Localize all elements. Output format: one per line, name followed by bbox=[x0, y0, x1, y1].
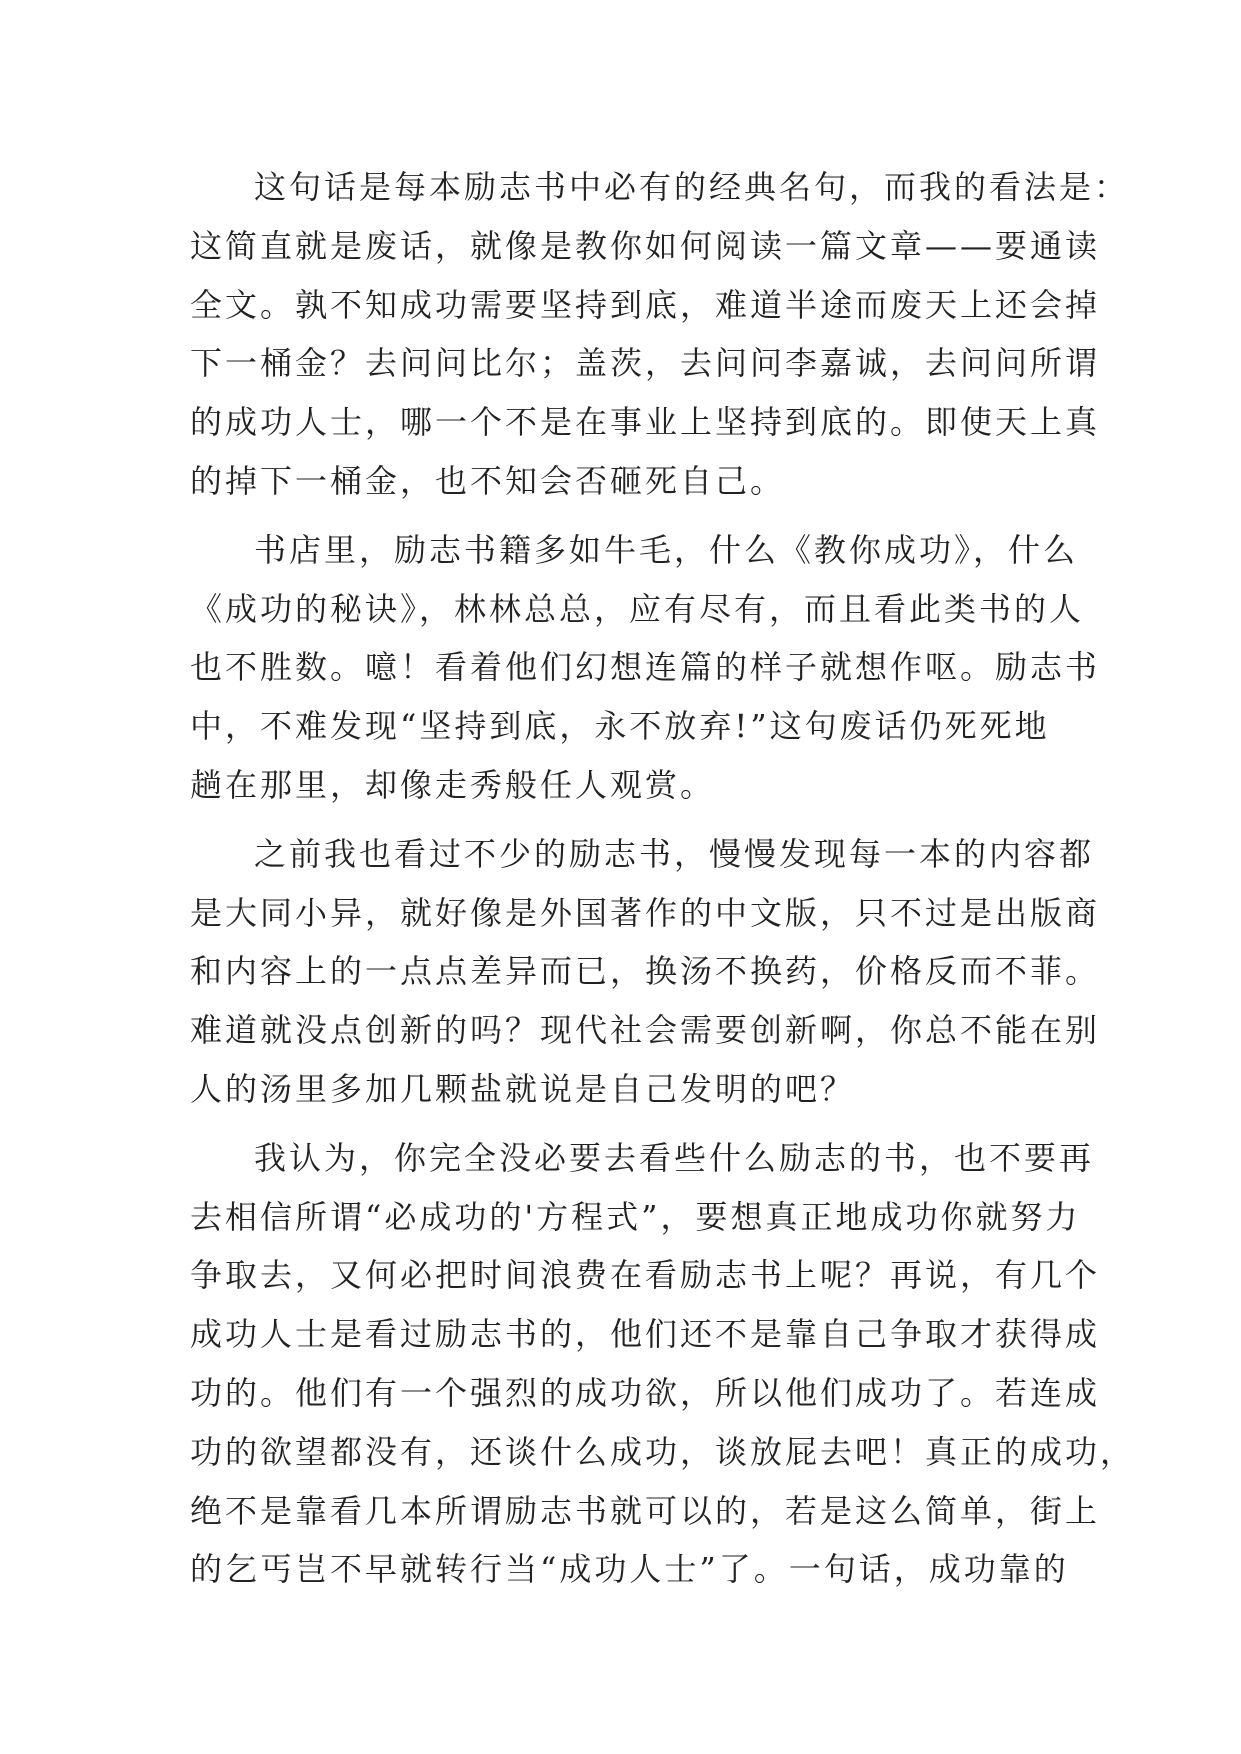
text-line: 绝不是靠看几本所谓励志书就可以的，若是这么简单，街上 bbox=[190, 1491, 1101, 1530]
text-line: 人的汤里多加几颗盐就说是自己发明的吧？ bbox=[190, 1069, 856, 1108]
text-line: 趟在那里，却像走秀般任人观赏。 bbox=[190, 765, 716, 804]
text-line: 下一桶金？去问问比尔；盖茨，去问问李嘉诚，去问问所谓 bbox=[190, 344, 1101, 383]
text-line: 这句话是每本励志书中必有的经典名句，而我的看法是： bbox=[254, 168, 1130, 206]
text-line: 之前我也看过不少的励志书，慢慢发现每一本的内容都 bbox=[254, 834, 1095, 873]
text-line: 全文。孰不知成功需要坚持到底，难道半途而废天上还会掉 bbox=[190, 285, 1101, 324]
paragraph-4 bbox=[190, 1129, 1136, 1599]
text-line: 的乞丐岂不早就转行当“成功人士”了。一句话，成功靠的 bbox=[190, 1550, 1069, 1589]
text-line: 也不胜数。噫！看着他们幻想连篇的样子就想作呕。励志书 bbox=[190, 648, 1101, 687]
paragraph-2 bbox=[190, 521, 1101, 815]
paragraph-1 bbox=[190, 158, 1130, 511]
paragraph-3 bbox=[190, 825, 1101, 1119]
text-line: 争取去，又何必把时间浪费在看励志书上呢？再说，有几个 bbox=[190, 1256, 1101, 1295]
text-line: 这简直就是废话，就像是教你如何阅读一篇文章——要通读 bbox=[190, 226, 1101, 265]
text-line: 去相信所谓“必成功的'方程式”，要想真正地成功你就努力 bbox=[190, 1197, 1081, 1236]
text-line: 成功人士是看过励志书的，他们还不是靠自己争取才获得成 bbox=[190, 1315, 1101, 1354]
text-line: 功的欲望都没有，还谈什么成功，谈放屁去吧！真正的成功， bbox=[190, 1432, 1136, 1471]
text-line: 是大同小异，就好像是外国著作的中文版，只不过是出版商 bbox=[190, 893, 1101, 932]
text-line: 我认为，你完全没必要去看些什么励志的书，也不要再 bbox=[254, 1138, 1095, 1177]
text-line: 的成功人士，哪一个不是在事业上坚持到底的。即使天上真 bbox=[190, 403, 1101, 442]
text-line: 功的。他们有一个强烈的成功欲，所以他们成功了。若连成 bbox=[190, 1373, 1101, 1412]
text-line: 难道就没点创新的吗？现代社会需要创新啊，你总不能在别 bbox=[190, 1011, 1101, 1050]
document-body bbox=[190, 158, 1136, 1599]
text-line: 《成功的秘诀》，林林总总，应有尽有，而且看此类书的人 bbox=[190, 589, 1085, 628]
text-line: 和内容上的一点点差异而已，换汤不换药，价格反而不菲。 bbox=[190, 952, 1101, 991]
text-line: 中，不难发现“坚持到底，永不放弃!”这句废话仍死死地 bbox=[190, 707, 1050, 746]
text-line: 书店里，励志书籍多如牛毛，什么《教你成功》，什么 bbox=[254, 530, 1079, 569]
text-line: 的掉下一桶金，也不知会否砸死自己。 bbox=[190, 461, 786, 500]
